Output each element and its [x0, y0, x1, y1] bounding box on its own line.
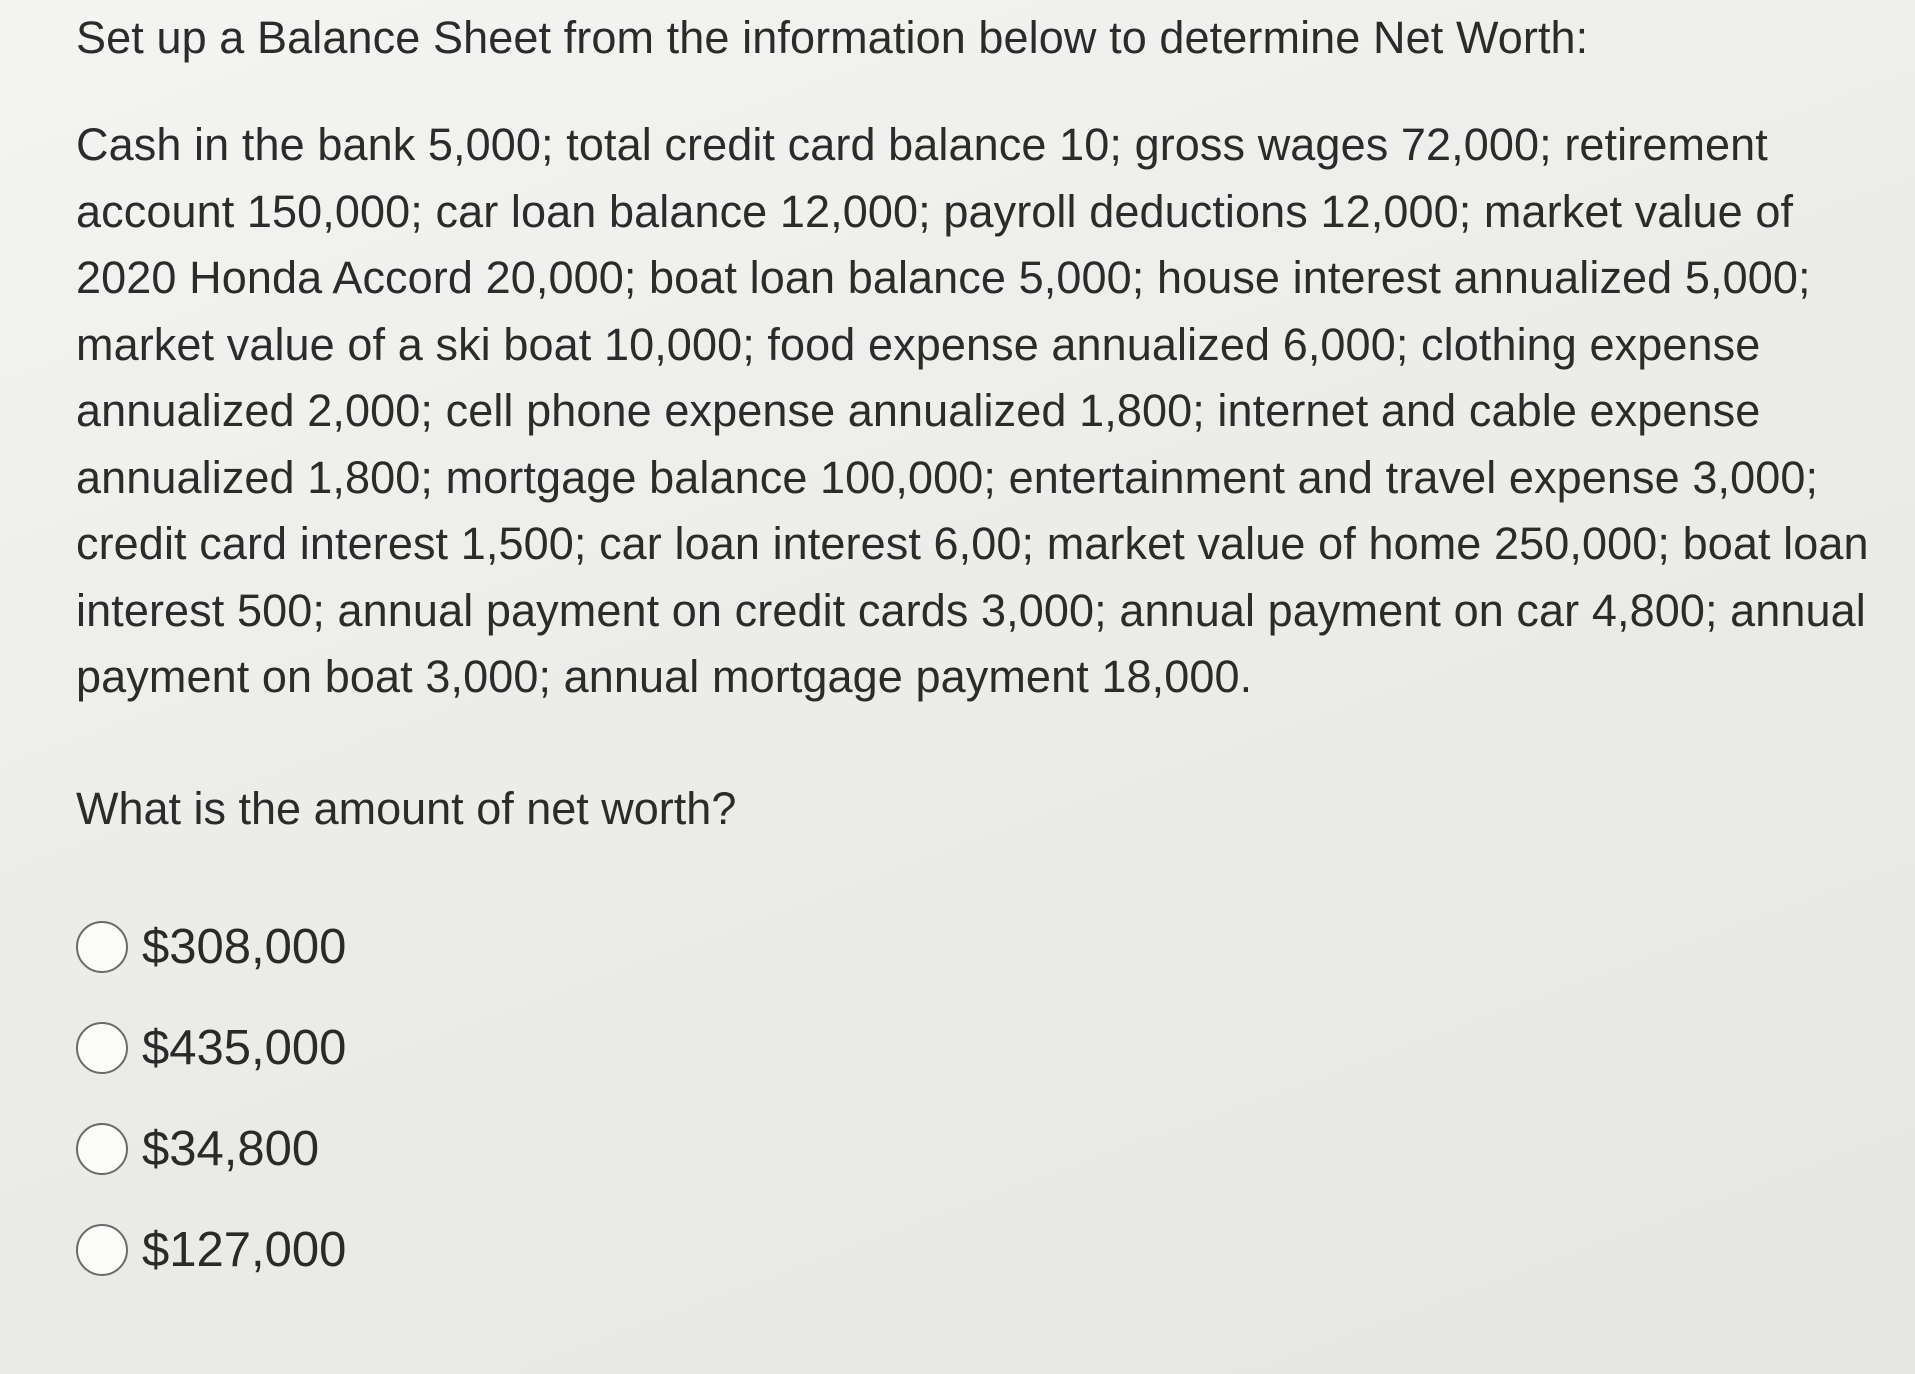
answer-option-label: $34,800 [142, 1122, 320, 1176]
answer-option[interactable] [76, 897, 1876, 998]
radio-button[interactable] [76, 921, 128, 973]
radio-button[interactable] [76, 1022, 128, 1074]
answer-option-label: $308,000 [142, 920, 347, 974]
question-panel [76, 8, 1876, 1301]
answer-option[interactable] [76, 998, 1876, 1099]
radio-button[interactable] [76, 1123, 128, 1175]
answer-option-label: $127,000 [142, 1223, 347, 1277]
question-prompt: Set up a Balance Sheet from the information below to determine Net Worth: [76, 12, 1589, 63]
answer-options [76, 897, 1876, 1301]
question-text: What is the amount of net worth? [76, 782, 737, 834]
answer-option-label: $435,000 [142, 1021, 347, 1075]
answer-option[interactable] [76, 1099, 1876, 1200]
answer-option[interactable] [76, 1200, 1876, 1301]
question-details: Cash in the bank 5,000; total credit card balance 10; gross wages 72,000; retirement account 150,000; car loan balance 12,000; payroll deductions 12,000; market value of 2020 Honda Accord 20,000; boat loan balance 5,000; house interest annualized 5,000; market value of a ski boat 10,000; food expense annualized 6,000; clothing expense annualized 2,000; cell phone expense annualized 1,800; internet and cable expense annualized 1,800; mortgage balance 100,000; entertainment and travel expense 3,000; credit card interest 1,500; car loan interest 6,00; market value of home 250,000; boat loan interest 500; annual payment on credit cards 3,000; annual payment on car 4,800; annual payment on boat 3,000; annual mortgage payment 18,000. [76, 119, 1869, 702]
radio-button[interactable] [76, 1224, 128, 1276]
